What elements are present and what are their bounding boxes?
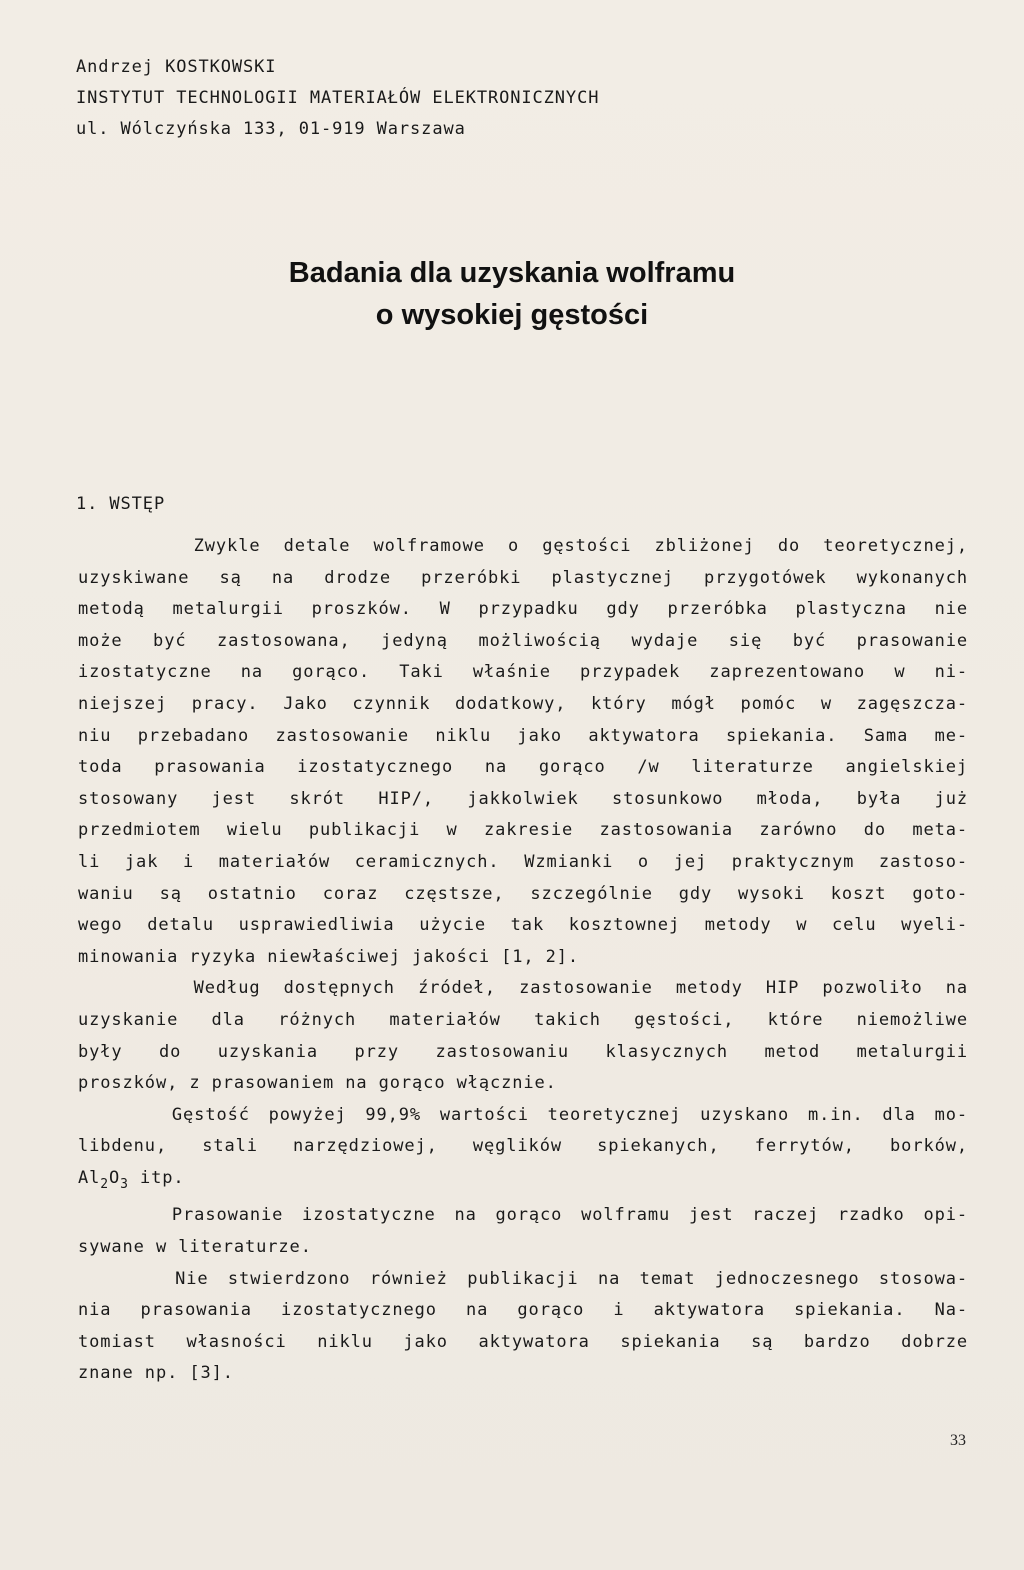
- formula-part: Al: [78, 1167, 101, 1188]
- formula-subscript: 3: [120, 1176, 129, 1192]
- body-line: wego detalu usprawiedliwia użycie tak kosztownej metody w celu wyeli-: [78, 915, 968, 936]
- body-line: izostatyczne na gorąco. Taki właśnie przypadek zaprezentowano w ni-: [78, 662, 968, 683]
- body-line: proszków, z prasowaniem na gorąco włącznie.: [78, 1073, 557, 1094]
- body-line: libdenu, stali narzędziowej, węglików spiekanych, ferrytów, borków,: [78, 1136, 968, 1157]
- body-line: uzyskanie dla różnych materiałów takich gęstości, które niemożliwe: [78, 1009, 968, 1030]
- body-line: tomiast własności niklu jako aktywatora spiekania są bardzo dobrze: [78, 1331, 968, 1352]
- body-line: stosowany jest skrót HIP/, jakkolwiek stosunkowo młoda, była już: [78, 788, 968, 809]
- formula-part: itp.: [128, 1167, 185, 1188]
- body-line: uzyskiwane są na drodze przeróbki plastycznej przygotówek wykonanych: [78, 567, 968, 588]
- body-text: [78, 531, 968, 1390]
- body-line: nia prasowania izostatycznego na gorąco i aktywatora spiekania. Na-: [78, 1300, 968, 1321]
- title-line-1: Badania dla uzyskania wolframu: [288, 257, 736, 289]
- formula-subscript: 2: [100, 1176, 110, 1192]
- body-line: znane np. [3].: [78, 1363, 234, 1384]
- body-line: sywane w literaturze.: [78, 1237, 312, 1258]
- body-line: Prasowanie izostatyczne na gorąco wolframu jest raczej rzadko opi-: [78, 1205, 968, 1226]
- body-line: Gęstość powyżej 99,9% wartości teoretycznej uzyskano m.in. dla mo-: [78, 1104, 968, 1125]
- body-line: Według dostępnych źródeł, zastosowanie metody HIP pozwoliło na: [78, 978, 968, 999]
- body-line: niejszej pracy. Jako czynnik dodatkowy, który mógł pomóc w zagęszcza-: [78, 693, 968, 714]
- body-line: metodą metalurgii proszków. W przypadku gdy przeróbka plastyczna nie: [78, 599, 968, 620]
- author-block: [76, 52, 599, 145]
- body-line: były do uzyskania przy zastosowaniu klasycznych metod metalurgii: [78, 1041, 968, 1062]
- body-line: Zwykle detale wolframowe o gęstości zbliżonej do teoretycznej,: [78, 536, 968, 556]
- page-number: 33: [950, 1432, 966, 1449]
- body-line: waniu są ostatnio coraz częstsze, szczególnie gdy wysoki koszt goto-: [78, 883, 968, 904]
- section-heading: 1. WSTĘP: [76, 494, 166, 514]
- body-line: niu przebadano zastosowanie niklu jako aktywatora spiekania. Sama me-: [78, 725, 968, 746]
- body-line: może być zastosowana, jedyną możliwością wydaje się być prasowanie: [78, 630, 968, 651]
- body-line: li jak i materiałów ceramicznych. Wzmianki o jej praktycznym zastoso-: [78, 851, 968, 872]
- institution-name: INSTYTUT TECHNOLOGII MATERIAŁÓW ELEKTRONICZNYCH: [76, 88, 600, 108]
- chemical-formula-line: [78, 1163, 968, 1201]
- title-line-2: o wysokiej gęstości: [375, 299, 649, 331]
- body-line: Nie stwierdzono również publikacji na temat jednoczesnego stosowa-: [78, 1268, 968, 1289]
- body-line: przedmiotem wielu publikacji w zakresie zastosowania zarówno do meta-: [78, 820, 968, 841]
- author-name: Andrzej KOSTKOWSKI: [76, 57, 277, 77]
- body-line: minowania ryzyka niewłaściwej jakości [1, 2].: [78, 946, 580, 967]
- article-title: [0, 252, 1024, 336]
- body-line: toda prasowania izostatycznego na gorąco /w literaturze angielskiej: [78, 757, 968, 778]
- address: ul. Wólczyńska 133, 01-919 Warszawa: [76, 119, 466, 139]
- formula-part: O: [109, 1167, 121, 1188]
